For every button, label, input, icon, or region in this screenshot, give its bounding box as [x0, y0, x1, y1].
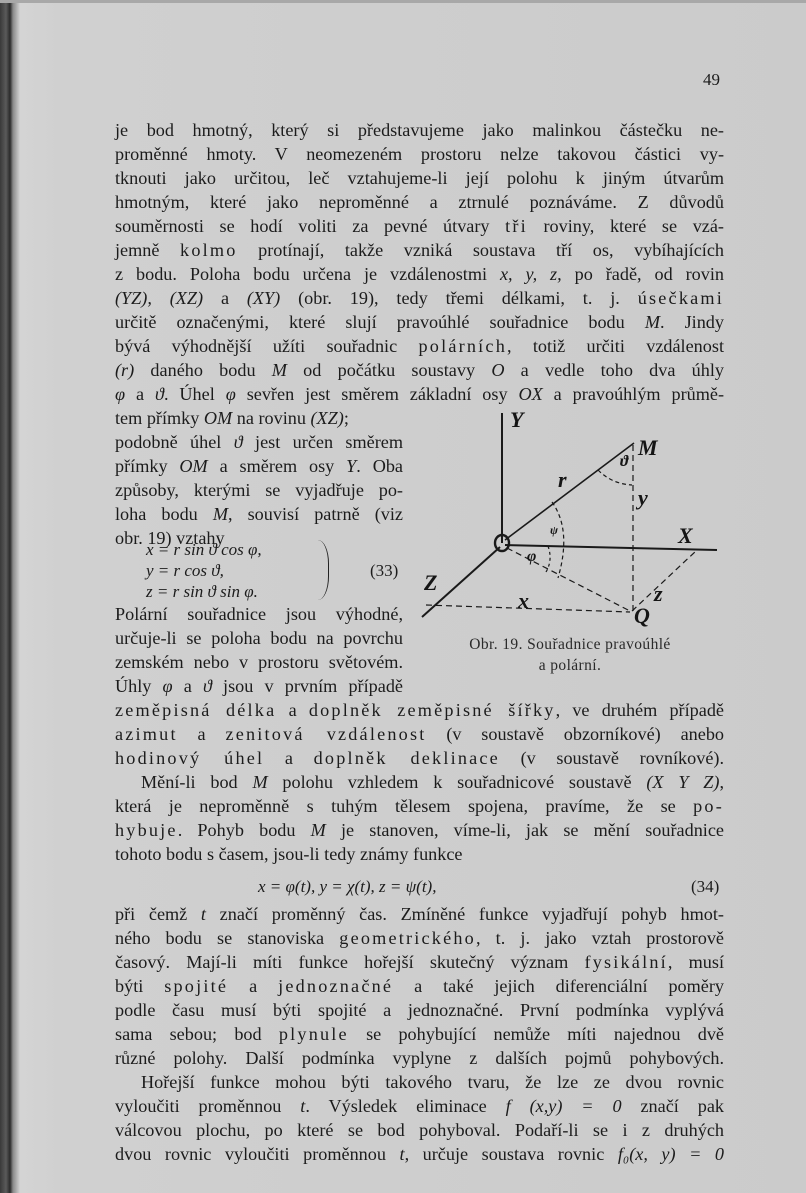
text-line: Polární souřadnice jsou výhodné, [115, 604, 403, 624]
text-line: bývá výhodnější užíti souřadnic polárních, totiž určiti vzdálenost [115, 336, 725, 356]
text-line: φ a ϑ. Úhel φ sevřen jest směrem základní osy OX a pravoúhlým průmě- [115, 384, 725, 404]
label-y: y [638, 485, 648, 510]
label-axis-y: Y [510, 407, 524, 432]
equation-33-line-1: x = r sin ϑ cos φ, [146, 540, 262, 559]
text-line: podobně úhel ϑ jest určen směrem [115, 432, 404, 452]
label-z: z [654, 581, 663, 606]
text-line: zemském nebo v prostoru světovém. [115, 652, 403, 672]
coordinate-axes-drawing [400, 405, 740, 635]
text-line: hmotným, které jako neproměnné a ztrnulé poznáváme. Z důvodů [115, 192, 724, 212]
label-x: x [518, 588, 529, 613]
text-line: při čemž t značí proměnný čas. Zmíněné funkce vyjadřují pohyb hmot- [115, 904, 724, 924]
text-line: způsoby, kterými se vyjadřuje po- [115, 480, 403, 500]
label-theta: ϑ [620, 453, 629, 470]
text-line: tem přímky OM na rovinu (XZ); [115, 408, 349, 428]
text-line: loha bodu M, souvisí patrně (viz [115, 504, 403, 524]
text-line: hodinový úhel a doplněk deklinace (v soustavě rovníkové). [115, 748, 724, 768]
page-top-edge [0, 0, 806, 3]
text-line: Hořejší funkce mohou býti takového tvaru, že lze ze dvou rovnic [141, 1072, 724, 1092]
text-line: býti spojité a jednoznačné a také jejich diferenciální poměry [115, 976, 725, 996]
equation-33-line-2: y = r cos ϑ, [146, 561, 224, 580]
label-point-m: M [638, 435, 658, 460]
label-axis-z: Z [424, 570, 438, 595]
label-phi: φ [527, 548, 537, 565]
text-line: vyloučiti proměnnou t. Výsledek eliminace f (x,y) = 0 značí pak [115, 1096, 724, 1116]
text-line: časový. Mají-li míti funkce hořejší skutečný význam fysikální, musí [115, 952, 725, 972]
text-line: azimut a zenitová vzdálenost (v soustavě obzorníkové) anebo [115, 724, 725, 744]
text-line: obr. 19) vztahy [115, 528, 225, 548]
page-number: 49 [703, 70, 720, 89]
label-point-q: Q [634, 603, 650, 628]
text-line: Úhly φ a ϑ jsou v prvním případě [115, 676, 403, 696]
text-line: různé polohy. Další podmínka vyplyne z dalších pojmů pohybových. [115, 1048, 724, 1068]
text-line: která je neproměnně s tuhým tělesem spojena, pravíme, že se po- [115, 796, 724, 816]
equation-33-line-3: z = r sin ϑ sin φ. [146, 582, 258, 601]
label-axis-x: X [678, 523, 693, 548]
text-line: tohoto bodu s časem, jsou-li tedy známy funkce [115, 844, 463, 864]
text-line: (YZ), (XZ) a (XY) (obr. 19), tedy třemi délkami, t. j. úsečkami [115, 288, 724, 308]
text-line: určuje-li se poloha bodu na povrchu [115, 628, 403, 648]
label-psi: ψ [550, 523, 559, 537]
figure-caption-line-1: Obr. 19. Souřadnice pravoúhlé [469, 636, 671, 653]
text-line: je bod hmotný, který si představujeme jako malinkou částečku ne- [115, 120, 724, 140]
text-line: válcovou plochu, po které se bod pohyboval. Podaří-li se i z druhých [115, 1120, 724, 1140]
label-r: r [558, 467, 567, 492]
text-line: z bodu. Poloha bodu určena je vzdálenostmi x, y, z, po řadě, od rovin [115, 264, 724, 284]
text-line: určitě označenými, které slují pravoúhlé souřadnice bodu M. Jindy [115, 312, 724, 332]
text-line: souměrnosti se hodí voliti za pevné útvary tři roviny, které se vzá- [115, 216, 724, 236]
text-line: tknouti jako určitou, leč vztahujeme-li její polohu k jiným útvarům [115, 168, 724, 188]
text-line: jemně kolmo protínají, takže vzniká soustava tří os, vybíhajících [115, 240, 724, 260]
text-line: podle času musí býti spojité a jednoznačné. První podmínka vyplývá [115, 1000, 724, 1020]
equation-34: x = φ(t), y = χ(t), z = ψ(t), [258, 877, 437, 896]
text-line: ného bodu se stanoviska geometrického, t. j. jako vztah prostorově [115, 928, 724, 948]
text-line: zeměpisná délka a doplněk zeměpisné šířky, ve druhém případě [115, 700, 724, 720]
figure-caption-line-2: a polární. [538, 657, 602, 674]
equation-34-number: (34) [691, 877, 720, 896]
text-line: přímky OM a směrem osy Y. Oba [115, 456, 403, 476]
equation-33-number: (33) [370, 561, 399, 580]
text-line: dvou rovnic vyloučiti proměnnou t, určuje soustava rovnic f₀(x, y) = 0 [115, 1144, 724, 1164]
text-line: sama sebou; bod plynule se pohybující nemůže míti najednou dvě [115, 1024, 724, 1044]
text-line: (r) daného bodu M od počátku soustavy O a vedle toho dva úhly [115, 360, 724, 380]
text-line: hybuje. Pohyb bodu M je stanoven, víme-li, jak se mění souřadnice [115, 820, 724, 840]
text-line: Mění-li bod M polohu vzhledem k souřadnicové soustavě (X Y Z), [141, 772, 724, 792]
text-line: proměnné hmoty. V neomezeném prostoru nelze takovou částici vy- [115, 144, 724, 164]
